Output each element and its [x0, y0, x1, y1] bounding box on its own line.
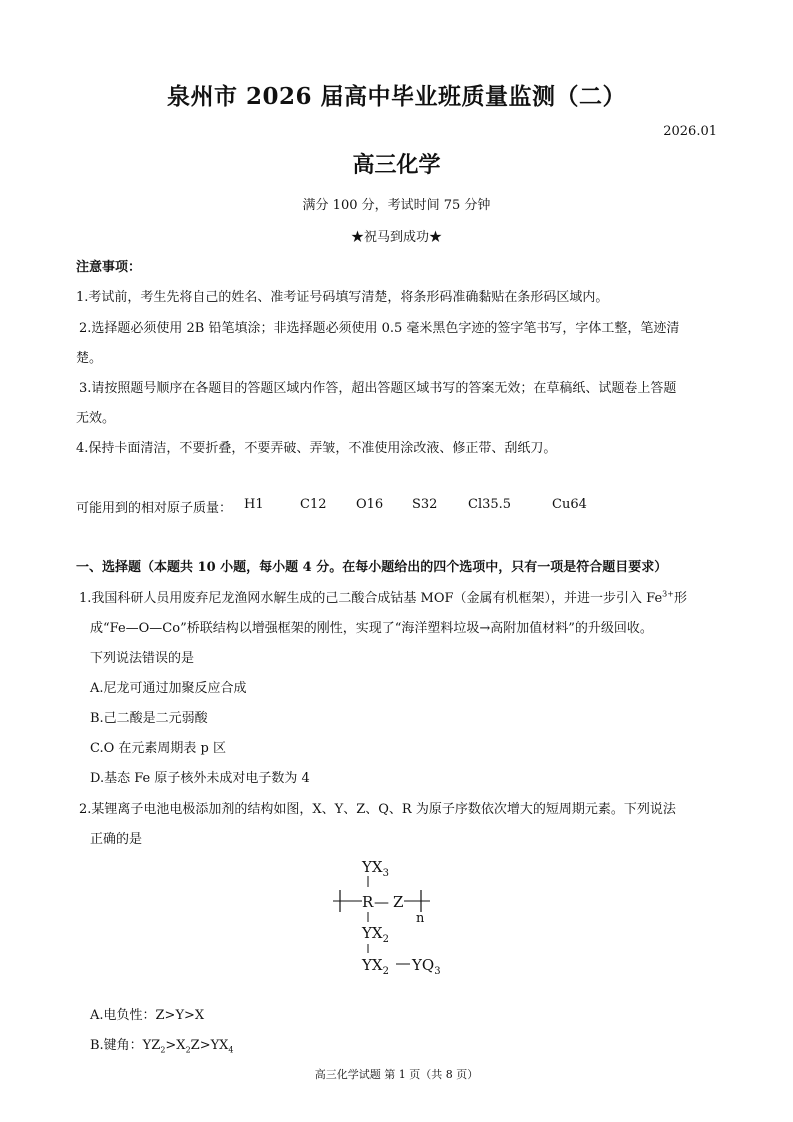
polymer-structure-diagram	[330, 856, 470, 976]
notice-item-2-line-1: 2.选择题必须使用 2B 铅笔填涂；非选择题必须使用 0.5 毫米黑色字迹的签字笔书写，字体工整，笔迹清	[79, 321, 680, 336]
exam-date: 2026.01	[663, 124, 717, 139]
atomic-mass-label: 可能用到的相对原子质量：	[76, 501, 233, 516]
top-group-label: $YX_3$	[362, 858, 389, 879]
subject-title: 高三化学	[352, 152, 441, 178]
question-1-option-d: D.基态 Fe 原子核外未成对电子数为 4	[90, 771, 310, 786]
bottom-right-group-label: $YQ_3$	[412, 956, 441, 976]
notice-item-3-line-1: 3.请按照题号顺序在各题目的答题区域内作答，超出答题区域书写的答案无效；在草稿纸、试题卷上答题	[79, 381, 677, 396]
question-2-line-1: 2.某锂离子电池电极添加剂的结构如图，X、Y、Z、Q、R 为原子序数依次增大的短周期元素。下列说法	[79, 802, 676, 817]
question-1-line-3: 下列说法错误的是	[90, 651, 195, 666]
r-atom-label: R	[362, 893, 374, 911]
atomic-mass-item: H1	[244, 497, 264, 512]
question-1-option-a: A.尼龙可通过加聚反应合成	[90, 681, 247, 696]
notice-item-3-line-2: 无效。	[76, 411, 116, 426]
exam-title: 泉州市 2026 届高中毕业班质量监测（二）	[166, 83, 627, 110]
bottom-left-group-label: $YX_2$	[362, 956, 389, 976]
exam-meta: 满分 100 分，考试时间 75 分钟	[302, 198, 491, 213]
z-atom-label: Z	[393, 893, 404, 911]
section-1-heading: 一、选择题（本题共 10 小题，每小题 4 分。在每小题给出的四个选项中，只有一项是符合题目要求）	[76, 560, 668, 575]
atomic-mass-item: S32	[412, 497, 438, 512]
notice-item-2-line-2: 楚。	[76, 351, 103, 366]
notice-item-4: 4.保持卡面清洁，不要折叠，不要弄破、弄皱，不准使用涂改液、修正带、刮纸刀。	[76, 441, 557, 456]
atomic-mass-item: C12	[300, 497, 327, 512]
page-footer: 高三化学试题 第 1 页（共 8 页）	[314, 1068, 479, 1081]
question-2-option-b: B.键角：$YZ_2>X_2Z>YX_4$	[90, 1038, 234, 1055]
question-1-line-1: 1.我国科研人员用废弃尼龙渔网水解生成的己二酸合成钴基 MOF（金属有机框架），并进一步引入 $Fe^{3+}$形	[79, 589, 687, 606]
question-2-option-a: A.电负性：Z>Y>X	[90, 1008, 205, 1023]
notice-item-1: 1.考试前，考生先将自己的姓名、准考证号码填写清楚，将条形码准确黏贴在条形码区域内。	[76, 290, 609, 305]
exam-wish: ★祝马到成功★	[350, 230, 442, 245]
question-1-option-b: B.己二酸是二元弱酸	[90, 711, 208, 726]
question-1-line-2: 成“Fe—O—Co”桥联结构以增强框架的刚性，实现了“海洋塑料垃圾→高附加值材料”的升级回收。	[90, 621, 653, 636]
mid-group-label: $YX_2$	[362, 924, 389, 945]
bond-dash: —	[374, 893, 389, 911]
atomic-mass-item: Cu64	[552, 497, 587, 512]
repeat-n-label: n	[416, 911, 425, 926]
atomic-mass-item: O16	[356, 497, 384, 512]
question-2-line-2: 正确的是	[90, 832, 143, 847]
notice-heading: 注意事项：	[76, 260, 142, 275]
question-1-option-c: C.O 在元素周期表 p 区	[90, 741, 226, 756]
atomic-mass-item: Cl35.5	[468, 497, 512, 512]
